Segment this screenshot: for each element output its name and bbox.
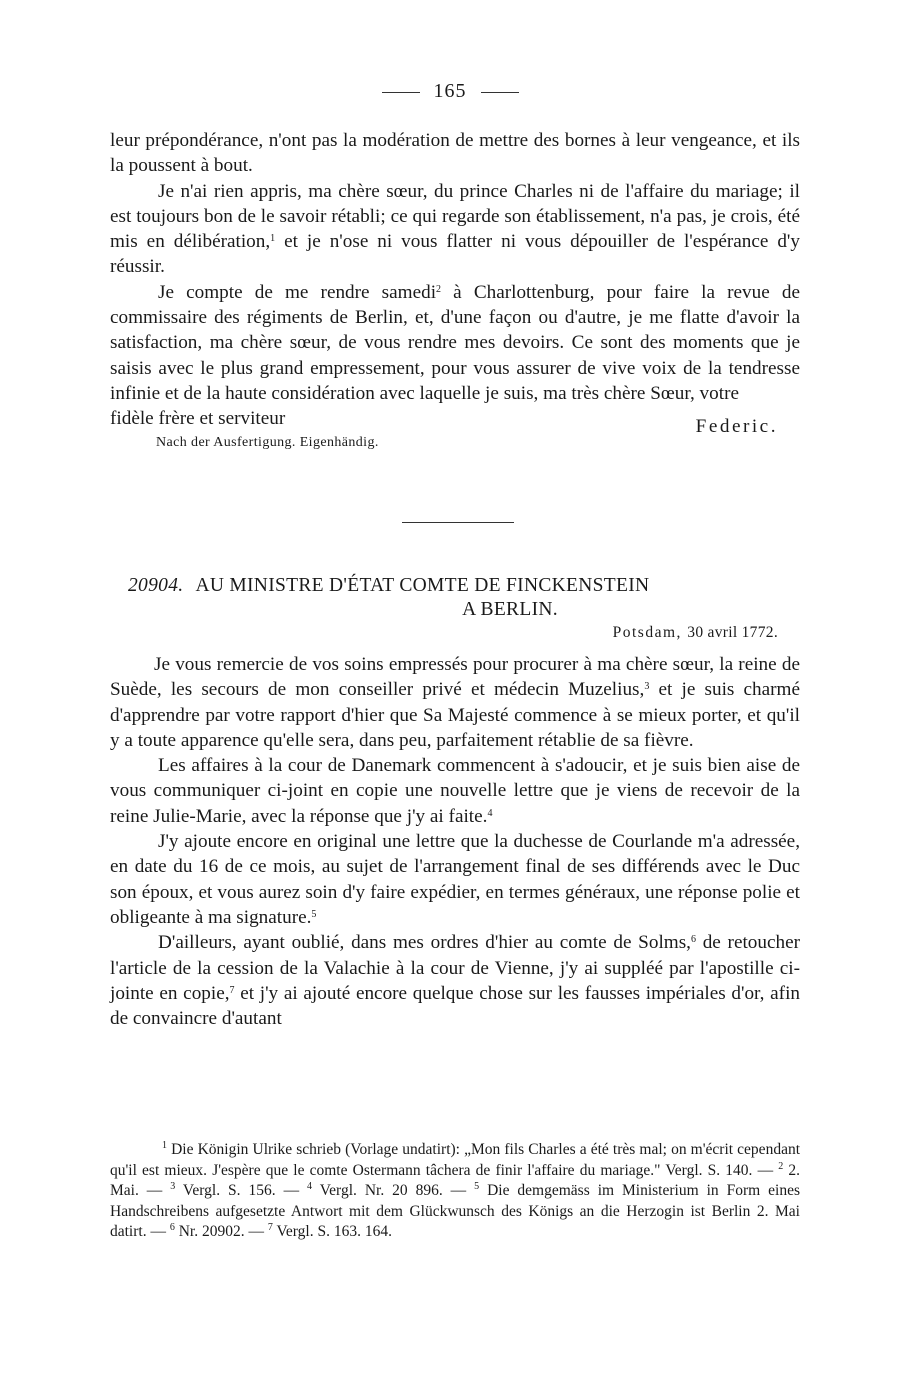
letter-number: 20904. — [128, 575, 184, 596]
footnote-ref: 7 — [229, 984, 235, 996]
paragraph: Je n'ai rien appris, ma chère sœur, du prince Charles ni de l'affaire du mariage; il est toujours bon de le savoir rétabli; ce qui regarde son établissement, n'a pas, je crois, été mis en délibération,$^1$ et je n'ose ni vous flatter ni vous dépouiller de l'espérance d'y réussir. — [110, 180, 800, 278]
letter-location: A BERLIN. — [462, 599, 558, 620]
letter-addressee: AU MINISTRE D'ÉTAT COMTE DE FINCKENSTEIN — [195, 575, 650, 596]
letter-body — [110, 652, 800, 1031]
footnotes — [110, 1140, 800, 1243]
footnote-ref: 1 — [270, 233, 276, 245]
closing-formula: fidèle frère et serviteur — [110, 408, 286, 430]
footnote-ref: 2 — [436, 283, 442, 295]
paragraph: leur prépondérance, n'ont pas la modération de mettre des bornes à leur vengeance, et ils la poussent à bout. — [110, 130, 800, 177]
dateline-date: 30 avril 1772. — [687, 624, 778, 641]
dateline-place: Potsdam, — [612, 624, 682, 641]
header-dash-right — [481, 92, 519, 93]
dateline — [613, 624, 778, 642]
paragraph: Je vous remercie de vos soins empressés pour procurer à ma chère sœur, la reine de Suède, les secours de mon conseiller privé et médecin Muzelius,$^3$ et je suis charmé d'apprendre par votre rapport d'hier que Sa Majesté commence à se mieux porter, et qu'il y a toute apparence qu'elle sera, dans peu, parfaitement rétablie de sa fièvre. — [110, 654, 801, 751]
footnote-ref: 3 — [644, 681, 650, 693]
footnote-ref: 5 — [311, 908, 317, 920]
letter-heading — [110, 574, 800, 622]
paragraph: Je compte de me rendre samedi$^2$ à Charlottenburg, pour faire la revue de commissaire des régiments de Berlin, et, d'une façon ou d'autre, je me flatte d'avoir la satisfaction, ma chère sœur, de vous rendre mes devoirs. Ce sont des moments que je saisis avec le plus grand empressement, pour vous assurer de vive voix de la tendresse infinie et de la haute considération avec laquelle je suis, ma très chère Sœur, votre — [110, 281, 801, 404]
footnote-ref: 6 — [690, 934, 696, 946]
footnote-ref: 4 — [487, 807, 493, 819]
page-header — [0, 80, 900, 103]
footnote-text: $^1$ Die Königin Ulrike schrieb (Vorlage undatirt): „Mon fils Charles a été très mal; on m'écrit cependant qu'il est mieux. J'espère que le comte Ostermann tâchera de finir l'affaire du mariage." Vergl. S. 140. — $^2$ 2. Mai. — $^3$ Vergl. S. 156. — $^4$ Vergl. Nr. 20 896. — $^5$ Die demgemäss im Ministerium in Form eines Handschreibens aufgesetzte Antwort mit dem Glückwunsch des Königs an die Herzogin ist Berlin 2. Mai datirt. — $^6$ Nr. 20902. — $^7$ Vergl. S. 163. 164. — [110, 1140, 800, 1241]
previous-letter-ending — [110, 128, 800, 456]
signature: Federic. — [695, 416, 778, 438]
paragraph: D'ailleurs, ayant oublié, dans mes ordres d'hier au comte de Solms,$^6$ de retoucher l'article de la cession de la Valachie à la cour de Vienne, j'y ai suppléé par l'apostille ci-jointe en copie,$^7$ et j'y ai ajouté encore quelque chose sur les fausses impériales d'or, afin de convaincre d'autant — [110, 932, 800, 1030]
paragraph: J'y ajoute encore en original une lettre que la duchesse de Courlande m'a adressée, en date du 16 de ce mois, au sujet de l'arrangement final de ses différends avec le Duc son époux, et vous aurez soin d'y faire expédier, en termes généraux, une réponse polie et obligeante à ma signature.$^5$ — [110, 831, 800, 928]
signature-block — [110, 406, 800, 456]
header-dash-left — [382, 92, 420, 93]
paragraph: Les affaires à la cour de Danemark commencent à s'adoucir, et je suis bien aise de vous communiquer ci-joint en copie une nouvelle lettre que je viens de recevoir de la reine Julie-Marie, avec la réponse que j'y ai faite.$^4$ — [110, 755, 800, 827]
section-divider — [402, 522, 514, 523]
provenance-note: Nach der Ausfertigung. Eigenhändig. — [156, 435, 379, 451]
page-number: 165 — [433, 80, 467, 102]
